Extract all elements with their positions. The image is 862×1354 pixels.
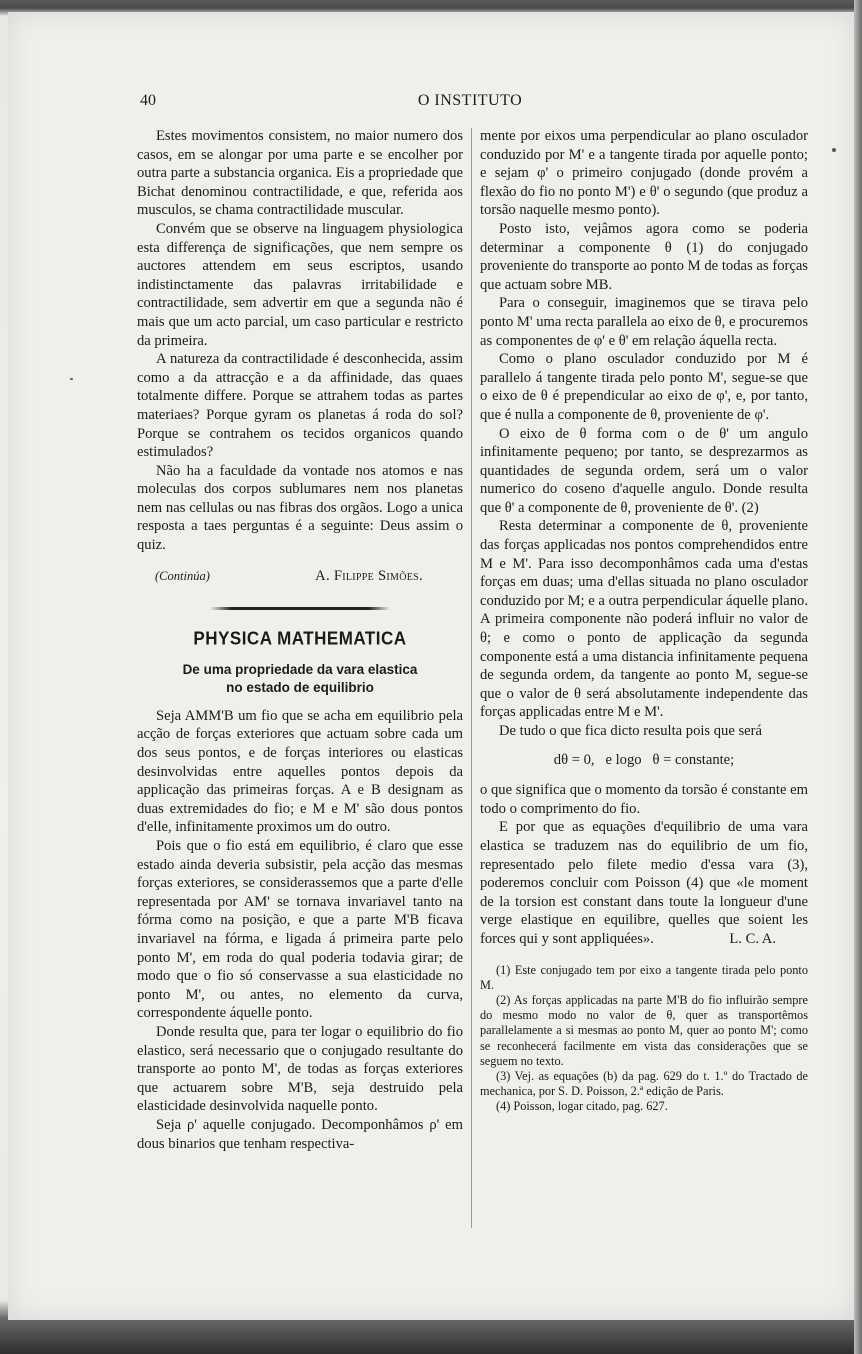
article-signature	[137, 567, 463, 586]
footnote: (2) As forças applicadas na parte M'B do fio influirão sempre do mesmo modo no valor de θ, quer as transportêmos parallelamente a si mesmas ao ponto M, quer ao ponto M'; como se reconhecerá facilmente em vista das considerações que se seguem no texto.	[480, 992, 808, 1068]
section-title: PHYSICA MATHEMATICA	[193, 628, 407, 650]
footnote: (3) Vej. as equações (b) da pag. 629 do t. 1.º do Tractado de mechanica, por S. D. Poisson, 2.ª edição de Paris.	[480, 1068, 808, 1099]
journal-title: O INSTITUTO	[417, 92, 523, 109]
paragraph: mente por eixos uma perpendicular ao plano osculador conduzido por M' e a tangente tirada por aquelle ponto; e sejam φ' o primeiro conjugado (donde provém a flexão do fio no ponto M') e θ' o segundo (que produz a torsão naquelle mesmo ponto).	[480, 128, 808, 219]
paragraph: Pois que o fio está em equilibrio, é claro que esse estado ainda deveria subsistir, pela acção das mesmas forças exteriores, se considerassemos que a parte d'elle representada por AM' se tornava invariavel tanto na fórma como na posição, e que a parte M'B ficava invariavel na fórma, e ligada á primeira parte pelo ponto M', em roda do qual poderia todavia girar; de modo que o fio só conservasse a sua elasticidade no ponto M', ou antes, no elemento da curva, correspondente áquelle ponto.	[137, 838, 463, 1022]
equation	[480, 751, 808, 770]
paragraph	[480, 818, 808, 948]
paragraph: O eixo de θ forma com o de θ' um angulo infinitamente pequeno; por tanto, se desprezarmos as quantidades de segunda ordem, será um o valor numerico do coseno d'aquelle angulo. Donde resulta que θ' a componente de θ, proveniente de θ'. (2)	[480, 425, 808, 516]
paragraph-text: E por que as equações d'equilibrio de uma vara elastica se traduzem nas do equilibrio de um fio, representado pelo filete medio d'essa vara (3), poderemos concluir com Poisson (4) que «le moment de la torsion est constant dans toute la longueur d'une verge elastique en equilibre, quelles que soient les forces qui y sont appliquées».	[480, 819, 808, 947]
equation-part: dθ = 0,	[553, 751, 595, 768]
paragraph: Seja ρ' aquelle conjugado. Decomponhâmos ρ' em dous binarios que tenham respectiva-	[137, 1116, 463, 1152]
left-column	[137, 127, 463, 1153]
section-subtitle-line: no estado de equilibrio	[226, 679, 374, 695]
paper-speck	[70, 378, 73, 380]
paragraph: Para o conseguir, imaginemos que se tirava pelo ponto M' uma recta parallela ao eixo de θ, e procuremos as componentes de φ' e θ' em relação áquella recta.	[480, 295, 808, 349]
section-subtitle	[137, 661, 463, 697]
paragraph: Não ha a faculdade da vontade nos atomos e nas moleculas dos corpos sublumares nem nos planetas nem nas cellulas ou nas fibras dos orgãos. Logo a unica resposta a taes perguntas é a seguinte: Deus assim o quiz.	[137, 462, 463, 554]
paragraph: Resta determinar a componente de θ, proveniente das forças applicadas nos pontos comprehendidos entre M e M'. Para isso decomponhâmos cada uma d'estas forças em duas; uma d'ellas situada no plano osculador conduzido por M; e a outra perpendicular áquelle plano. A primeira componente não poderá influir no valor de θ; e como o ponto de applicação da segunda componente está a uma distancia infinitamente pequena de segunda ordem, da tangente ao ponto M, segue-se que o valor de θ será absolutamente independente das forças applicadas entre M e M'.	[480, 518, 808, 721]
author-initials: L. C. A.	[729, 930, 776, 947]
footnote: (4) Poisson, logar citado, pag. 627.	[495, 1099, 668, 1114]
right-column	[480, 127, 808, 1115]
continued-note: (Continúa)	[155, 568, 210, 583]
page-edge-shadow	[854, 0, 862, 1354]
column-divider	[471, 128, 472, 1228]
section-subtitle-line: De uma propriedade da vara elastica	[182, 661, 418, 677]
paragraph: A natureza da contractilidade é desconhecida, assim como a da attracção e a da affinidade, das quaes totalmente differe. Porque se attrahem todas as partes materiaes? Porque gyram os planetas á roda do sol? Porque se contrahem os tecidos organicos quando estimulados?	[137, 351, 463, 461]
author-name: A. Filippe Simões.	[315, 567, 423, 584]
equation-part: θ = constante;	[652, 751, 735, 768]
paragraph: Estes movimentos consistem, no maior numero dos casos, em se alongar por uma parte e se encolher por outra parte a substancia organica. Eis a propriedade que Bichat denominou contractilidade, e que, referida aos musculos, se chama contractilidade muscular.	[137, 128, 463, 219]
paragraph: De tudo o que fica dicto resulta pois que será	[498, 723, 762, 739]
paper-speck	[832, 148, 836, 152]
footnotes	[480, 963, 808, 1115]
section-rule	[210, 607, 390, 610]
paragraph: Donde resulta que, para ter logar o equilibrio do fio elastico, será necessario que o conjugado resultante do transporte ao ponto M', de todas as forças exteriores que actuarem sobre M'B, seja destruido pela elasticidade desinvolvida naquelle ponto.	[137, 1023, 463, 1115]
paragraph: Como o plano osculador conduzido por M é parallelo á tangente tirada pelo ponto M', segue-se que o eixo de θ é prependicular ao eixo de φ', e, por tanto, que é nulla a componente de θ, proveniente de φ'.	[480, 351, 808, 423]
paragraph: Posto isto, vejâmos agora como se poderia determinar a componente θ (1) do conjugado proveniente do transporte ao ponto M de todas as forças que actuam sobre MB.	[480, 220, 808, 293]
paragraph: o que significa que o momento da torsão é constante em todo o comprimento do fio.	[480, 782, 808, 817]
paragraph: Seja AMM'B um fio que se acha em equilibrio pela acção de forças exteriores que actuam sobre cada um dos seus pontos, e de forças interiores ou elasticas desinvolvidas entre aquelles pontos depois da applicação das primeiras forças. A e B designam as duas extremidades do fio; e M e M' são dous pontos d'elle, infinitamente proximos um do outro.	[137, 707, 463, 836]
running-head	[140, 92, 800, 114]
page-number: 40	[140, 92, 156, 109]
footnote: (1) Este conjugado tem por eixo a tangente tirada pelo ponto M.	[480, 962, 808, 992]
equation-part: e logo	[605, 751, 642, 768]
paragraph: Convém que se observe na linguagem physiologica esta differença de significações, que nem sempre os auctores attendem em seus escriptos, usando indistinctamente das palavras irritabilidade e contractilidade, sem advertir em que a segunda não é mais que um acto parcial, um caso particular e restricto da primeira.	[137, 220, 463, 349]
